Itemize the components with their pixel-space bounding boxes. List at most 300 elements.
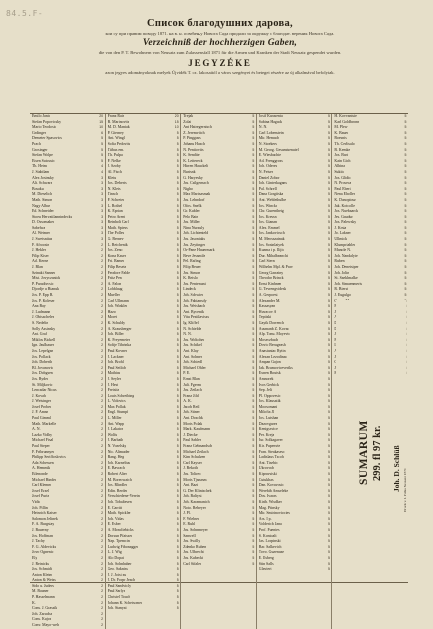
donor-name: Bang. Heg (107, 455, 125, 460)
donor-name: N. Stoekers (258, 141, 277, 146)
donation-amount: 5 (327, 388, 330, 393)
donation-amount: 5 (252, 382, 255, 387)
donor-name: Joh. Biller (107, 332, 124, 337)
donation-amount: 5 (176, 169, 179, 174)
donor-name: Jos. Winckr (258, 203, 278, 208)
donation-amount: 5 (404, 214, 407, 219)
donation-amount: 5 (176, 555, 179, 560)
donation-amount: 2 (101, 483, 104, 488)
donor-name: Michael Fisal (32, 438, 54, 443)
donor-name: Juli. Fgerm (183, 382, 201, 387)
donor-name: M. Georg. Gesamtsenutel (258, 147, 299, 152)
donation-amount: 2 (101, 544, 104, 549)
donation-amount: 2 (101, 265, 104, 270)
donation-amount: 5 (327, 220, 330, 225)
donor-name: Josef Erzel (32, 488, 50, 493)
donor-name: Jos. Sosinlaiyek (258, 242, 284, 247)
donation-amount: 5 (404, 114, 407, 118)
signature: Joh. D. Schlüß (392, 445, 401, 492)
donor-name: Franz Jild (183, 393, 199, 398)
donor-name: K. Freyemeier (107, 337, 131, 342)
donor-name: Geo. Sakniss (107, 567, 128, 572)
donor-name: Sabelwa (32, 225, 46, 230)
donation-amount: 2 (101, 455, 104, 460)
donor-name: Werebib Amseleke (258, 488, 289, 493)
donation-amount: 5 (404, 192, 407, 197)
donation-amount: 3 (101, 175, 104, 180)
donation-amount: 2 (101, 343, 104, 348)
donor-name: Christel Touch (107, 595, 131, 600)
donation-amount: 3 (101, 220, 104, 225)
donor-name: Jos. Weisbach (183, 304, 206, 309)
donor-name: L. Rothel (107, 203, 123, 208)
donor-name: Alex. Emmel (258, 225, 280, 230)
donation-amount: 5 (252, 119, 255, 124)
donor-name: Joh. Karnelius (107, 460, 131, 465)
donation-amount: 5 (327, 354, 330, 359)
donation-amount: 5 (252, 309, 255, 314)
donation-amount: 5 (176, 326, 179, 331)
donation-amount: 5 (252, 242, 255, 247)
donor-name: Ullmick (334, 237, 348, 242)
donation-amount: 5 (327, 371, 330, 376)
donation-amount: 5 (404, 293, 407, 297)
donation-amount: 5 (252, 376, 255, 381)
donation-amount: 5 (176, 147, 179, 152)
donor-name: E. Carritt (107, 505, 123, 510)
donation-amount: 5 (252, 555, 255, 560)
donation-amount: 5 (176, 488, 179, 493)
donor-name: G. Bernev (107, 237, 124, 242)
donation-amount: 5 (176, 259, 179, 264)
donor-name: Glaviert (258, 567, 272, 572)
donor-name: K. Sendite (183, 153, 200, 158)
donation-amount: 5 (327, 550, 330, 555)
donor-name: Gr. Kubler (183, 209, 200, 214)
donor-name: Alt. Schwarz (32, 181, 53, 186)
donor-name: Jos. Glidic (334, 175, 352, 180)
donor-name: Jos. Kubecki (183, 555, 204, 560)
donor-name: N. Kleis (107, 186, 121, 191)
donation-amount: 2 (101, 393, 104, 398)
donor-name: Kenigssvice (258, 427, 278, 432)
donor-name: Dovic Berugeash (258, 343, 286, 348)
donation-amount: 5 (327, 125, 330, 130)
donor-name: E. Wiesbachie (258, 153, 282, 158)
donor-name: M. Plew (334, 125, 348, 130)
donor-name: Ruben (334, 259, 345, 264)
donor-name: Ant. Klay (183, 348, 199, 353)
donor-name: F. A. Burgstay (32, 522, 55, 527)
donor-name: J. Seyler (107, 376, 121, 381)
donation-amount: 5 (176, 522, 179, 527)
donation-amount: 5 (252, 259, 255, 264)
donation-amount: 5 (327, 522, 330, 527)
donor-name: N. Proseca (334, 181, 352, 186)
sumarum-label: SUMARUM (358, 420, 370, 485)
donation-amount: 5 (327, 337, 330, 342)
donor-name: Jos. Schmidt (32, 567, 52, 572)
donation-amount: 5 (327, 527, 330, 532)
donor-name: Al. Weimer (32, 231, 50, 236)
donation-amount: 5 (252, 505, 255, 510)
donation-amount: 5 (176, 130, 179, 135)
donor-name: Th. Heim (32, 164, 47, 169)
donor-name: Engl. Stumpf (107, 410, 129, 415)
donor-name: Jos. P. Epp R. (32, 293, 54, 297)
donor-name: Vitu Pestilaviszs (183, 315, 209, 320)
donation-amount: 5 (327, 365, 330, 370)
donation-amount: 5 (176, 287, 179, 292)
donor-name: J. Tachy (32, 539, 45, 544)
donation-amount: 5 (327, 544, 330, 549)
donor-name: Wolfu (107, 432, 118, 437)
donation-amount: 3 (101, 214, 104, 219)
donor-name: Boesnis (334, 136, 347, 141)
donor-name: Jos. Csilgernach (183, 181, 209, 186)
donor-column-4 (257, 114, 333, 629)
donation-amount: 2 (101, 505, 104, 510)
donor-name: Teptiski (258, 315, 272, 320)
donation-amount: 5 (176, 539, 179, 544)
donation-amount: 5 (176, 438, 179, 443)
donation-amount: 5 (252, 360, 255, 365)
donation-amount: 5 (176, 550, 179, 555)
donation-amount: 5 (252, 466, 255, 471)
donor-name: Josef Puriz (32, 494, 50, 499)
donor-name: J. Reinicks (32, 561, 50, 566)
title-german: Verzeichniß der hochherzigen Gaben, (142, 38, 298, 48)
donor-name: A. Falon (107, 281, 122, 286)
donation-amount: 5 (327, 130, 330, 135)
donor-name: Burisnk (183, 169, 196, 174)
donor-name: Moseczbach (258, 337, 279, 342)
donation-amount: 3 (101, 181, 104, 186)
donation-amount: 5 (404, 164, 407, 169)
donor-name: Szinaki Sanner (32, 270, 56, 275)
donor-name: Jos. Rlindler (107, 483, 128, 488)
donation-amount: 2 (101, 276, 104, 281)
donation-amount: 2 (101, 438, 104, 443)
donation-amount: 5 (404, 242, 407, 247)
donor-name: Tovo. Guzenaze (258, 550, 285, 555)
donor-name: J. Bauerny (32, 527, 49, 532)
donation-amount: 5 (176, 343, 179, 348)
donation-amount: 5 (252, 348, 255, 353)
donor-name: Mir. Smirinoviocies (258, 511, 290, 516)
donation-amount: 2 (101, 248, 104, 253)
donation-amount: 5 (252, 460, 255, 465)
donor-name: Stin Salls (258, 561, 274, 566)
donor-name: Joh. Pillin (32, 505, 48, 510)
donation-amount: 5 (176, 600, 179, 605)
donor-name: Or-Pane Hauermark (183, 248, 215, 253)
donor-row (106, 606, 181, 612)
donation-amount: 5 (252, 421, 255, 426)
donor-name: Bar. Salkevich (258, 544, 282, 549)
donor-name: Dan. Kovavosic (258, 483, 284, 488)
donation-amount: 5 (176, 298, 179, 303)
donor-name: Paul Gimml (32, 416, 51, 421)
donation-amount: 5 (176, 332, 179, 337)
donation-amount: 2 (101, 287, 104, 292)
donor-name: Ant. Doschk (183, 416, 203, 421)
donor-name: Jos. Gianan (258, 220, 277, 225)
donation-amount: 5 (176, 175, 179, 180)
donor-name: Kassasyan (258, 304, 276, 309)
donor-name: Petro Arent (107, 214, 126, 219)
donor-name: P. Gierney (107, 130, 124, 135)
donation-amount: 5 (101, 153, 104, 158)
donation-amount: 5 (176, 220, 179, 225)
donor-name: Georg Garrainy (258, 270, 284, 275)
donation-amount: 5 (252, 192, 255, 197)
donor-name: Ad. Frenggross (258, 158, 283, 163)
donor-name: Wilhelm Mpl. & Prav (258, 265, 293, 270)
donation-amount: 6 (101, 130, 104, 135)
donation-amount: 2 (101, 365, 104, 370)
donation-amount: 5 (327, 197, 330, 202)
donation-amount: 5 (327, 270, 330, 275)
donation-amount: 5 (101, 141, 104, 146)
donation-amount: 5 (176, 181, 179, 186)
donation-amount: 5 (404, 209, 407, 214)
donation-amount: 2 (101, 539, 104, 544)
donation-amount: 5 (327, 404, 330, 409)
donor-name: M. Boreowaich (107, 477, 132, 482)
donation-amount: 2 (101, 623, 104, 628)
donor-name: J. Swetsnitus (32, 237, 53, 242)
donation-amount: 5 (327, 287, 330, 292)
donor-name: Fri. Ramer (107, 259, 125, 264)
donation-amount: 5 (176, 248, 179, 253)
donor-name: Josif Karasenta (258, 114, 283, 118)
donor-name: Salomon Jelinek (32, 516, 58, 521)
donation-amount: 5 (252, 214, 255, 219)
donor-name: Jos. Woltoher (183, 337, 205, 342)
donation-amount: 5 (252, 293, 255, 297)
donor-name: Theodor Brinck (258, 276, 284, 281)
donor-name: Joh. Brohl (107, 360, 124, 365)
donation-amount: 5 (101, 147, 104, 152)
donation-amount: 5 (176, 365, 179, 370)
donor-name: Jos. Nuebaarck (334, 209, 359, 214)
donor-name: Joh. Schwier (183, 293, 204, 297)
donation-amount: 5 (176, 432, 179, 437)
donor-name: B. Kemke (334, 147, 351, 152)
donor-name: Ely (32, 555, 38, 560)
donor-name: Carl Ullmann (107, 298, 129, 303)
donation-amount: 2 (101, 550, 104, 555)
donor-name: Joh. Tobaltesen (107, 499, 132, 504)
donation-amount: 2 (101, 259, 104, 264)
donor-name: K. Eprian (107, 209, 123, 214)
donation-amount: 2 (101, 388, 104, 393)
donor-name: Jak. Brumoviceveriks (258, 365, 293, 370)
donation-amount: 2 (101, 444, 104, 449)
donation-amount: 5 (327, 427, 330, 432)
donor-name: Jos. Zeilach (183, 388, 202, 393)
printer-note: Druck v. I. Pulka Neusatz 1871 (403, 468, 407, 512)
donor-name: Tiibus em. (107, 147, 125, 152)
donation-amount: 5 (252, 281, 255, 286)
donation-amount: 5 (252, 449, 255, 454)
donation-amount: 5 (252, 287, 255, 292)
donor-name: Ant. Wingl (107, 136, 125, 141)
donation-amount: 5 (327, 186, 330, 191)
donor-name: Joh. Stanyai (107, 606, 127, 611)
donor-name: Jos. Ulbrecht (183, 550, 204, 555)
donor-name: Ars. I p. (258, 516, 272, 521)
donation-amount: 5 (252, 141, 255, 146)
donor-name: K. Bauer (334, 130, 349, 135)
sumarum-value: 299. fl 97 kr. (372, 425, 383, 481)
donor-name: J. Kovah (32, 393, 46, 398)
title-hungarian: JEGYZÉKE (188, 58, 252, 68)
donor-name: Ladislaus Tscoh (258, 455, 284, 460)
donation-amount: 5 (327, 555, 330, 560)
donor-name: Z. Jeremvitch (183, 130, 205, 135)
donation-amount: 5 (327, 293, 330, 297)
donor-name: Hirren Hauckelt (183, 164, 209, 169)
donation-amount: 5 (252, 410, 255, 415)
donor-name: Ludwig Fibonagger (107, 544, 139, 549)
donation-amount: 3 (101, 237, 104, 242)
donor-name: Joh. Jolin (334, 270, 350, 275)
donor-name: Filip Besetz (107, 265, 127, 270)
donation-amount: 2 (101, 253, 104, 258)
donor-name: Ofos. Snelk (183, 203, 202, 208)
donor-name: Lohblaug (107, 287, 123, 292)
donor-name: Jos. Lutshan (258, 416, 279, 421)
donor-name: Dos. Ivaras (258, 494, 277, 499)
donor-name: J. Eugulgo (334, 293, 352, 297)
donation-amount: 5 (176, 466, 179, 471)
donation-amount: 5 (327, 466, 330, 471)
donation-amount: 5 (176, 253, 179, 258)
donation-amount: 5 (404, 270, 407, 275)
donation-amount: 2 (101, 477, 104, 482)
donation-amount: 5 (252, 253, 255, 258)
donor-name: Kleiu (107, 175, 117, 180)
donor-name: Ant. Wapp (107, 421, 125, 426)
donation-amount: 5 (327, 164, 330, 169)
donation-amount: 5 (252, 432, 255, 437)
donor-name: J. Pl. (183, 511, 191, 516)
donor-name: Gayik Dorrench (258, 320, 284, 325)
donor-name: Jos. Schikel (183, 343, 202, 348)
subtitle-hungarian: azon jegyes adományoknak melyek Újvidék T. cz. lakosaitól a város szegényei és betegei részére az új alkalmával befolytak. (105, 70, 335, 75)
donation-amount: 2 (101, 589, 104, 594)
donation-amount: 5 (404, 147, 407, 152)
donation-amount: 5 (327, 516, 330, 521)
donation-amount: 5 (176, 281, 179, 286)
donor-name: J. Lackner (107, 354, 124, 359)
donor-name: Moret (107, 315, 118, 320)
donor-name: Max Martsasmak (183, 192, 211, 197)
donation-amount: 5 (252, 527, 255, 532)
donor-name: Nena Eholler (334, 192, 356, 197)
donor-name: Per. Kreja (258, 432, 275, 437)
donor-name: Prach (32, 141, 41, 146)
donation-amount: 5 (252, 304, 255, 309)
donation-amount: 5 (404, 125, 407, 130)
donor-name: M. Meosszainak (258, 237, 285, 242)
donor-name: Hazo (107, 309, 116, 314)
donor-name: Mag. Ptinsky (258, 505, 280, 510)
donor-name: J. F. Amsn (32, 410, 49, 415)
donor-name: N. Schielde (183, 326, 202, 331)
donor-name: Jas. Lorpinski (258, 539, 281, 544)
donation-amount: 2 (101, 583, 104, 588)
donation-amount: 5 (327, 567, 330, 572)
donation-amount: 5 (176, 393, 179, 398)
donor-name: Miklos Bickell (32, 337, 56, 342)
donation-amount: 10 (174, 125, 179, 130)
donor-name: J. Barbath (107, 438, 124, 443)
donor-name: Paul Ebert (334, 186, 351, 191)
donation-amount: 5 (404, 265, 407, 270)
donation-amount: 5 (252, 399, 255, 404)
donor-name: Djordje u Bianuk (32, 287, 60, 292)
donation-amount: 5 (327, 181, 330, 186)
donation-amount: 5 (176, 158, 179, 163)
donor-name: S. Kontoalt (258, 533, 277, 538)
donation-amount: 5 (176, 270, 179, 275)
donor-name: Jos. Jankovicsch (258, 231, 285, 236)
donation-amount: 15 (174, 119, 179, 124)
donor-name: Joh. Oderes (258, 164, 278, 169)
donation-amount: 5 (327, 488, 330, 493)
archive-corner-note: 84.5.F- (6, 9, 44, 18)
donation-amount: 5 (327, 175, 330, 180)
donor-name: Moris Tjsnasm (183, 477, 207, 482)
donor-name: P. Hasselmann (32, 595, 55, 600)
donation-amount: 2 (101, 522, 104, 527)
donor-name: Mueller (107, 293, 120, 297)
donor-name: Jos. Tolirec (183, 472, 201, 476)
donation-amount: 5 (327, 169, 330, 174)
donor-name: Michael Binder (32, 477, 57, 482)
donor-name: Tinsch (107, 192, 119, 197)
donor-name: Vidic (32, 499, 41, 504)
donation-amount: 5 (252, 270, 255, 275)
donation-amount: 4 (101, 169, 104, 174)
title-serbian: Список благодушних дарова, (147, 18, 293, 29)
donation-amount: 5 (252, 169, 255, 174)
donation-amount: 5 (327, 237, 330, 242)
donation-amount: 5 (176, 444, 179, 449)
donor-column-2 (106, 114, 182, 629)
donor-name: Jos. Hoffman (32, 533, 53, 538)
donation-amount: 2 (101, 348, 104, 353)
donor-name: Jos. P. Koleser (32, 298, 55, 303)
donation-amount: 5 (404, 141, 407, 146)
donation-amount: 5 (252, 197, 255, 202)
donation-amount: 5 (327, 444, 330, 449)
donor-name: Alex Josinsky (32, 175, 54, 180)
donor-name: The Polles (107, 231, 125, 236)
donation-amount: 5 (176, 410, 179, 415)
donor-name: Edin. Rerder (107, 488, 128, 493)
donation-amount: 5 (252, 561, 255, 566)
donor-name: Jo. Lakner (334, 231, 351, 236)
donor-name: Joh. Baltyst (183, 494, 202, 499)
donation-amount: 5 (327, 438, 330, 443)
donor-name: Fritz Pen (107, 276, 122, 281)
donor-name: Milofta Jl (258, 410, 275, 415)
donation-amount: 5 (176, 225, 179, 230)
